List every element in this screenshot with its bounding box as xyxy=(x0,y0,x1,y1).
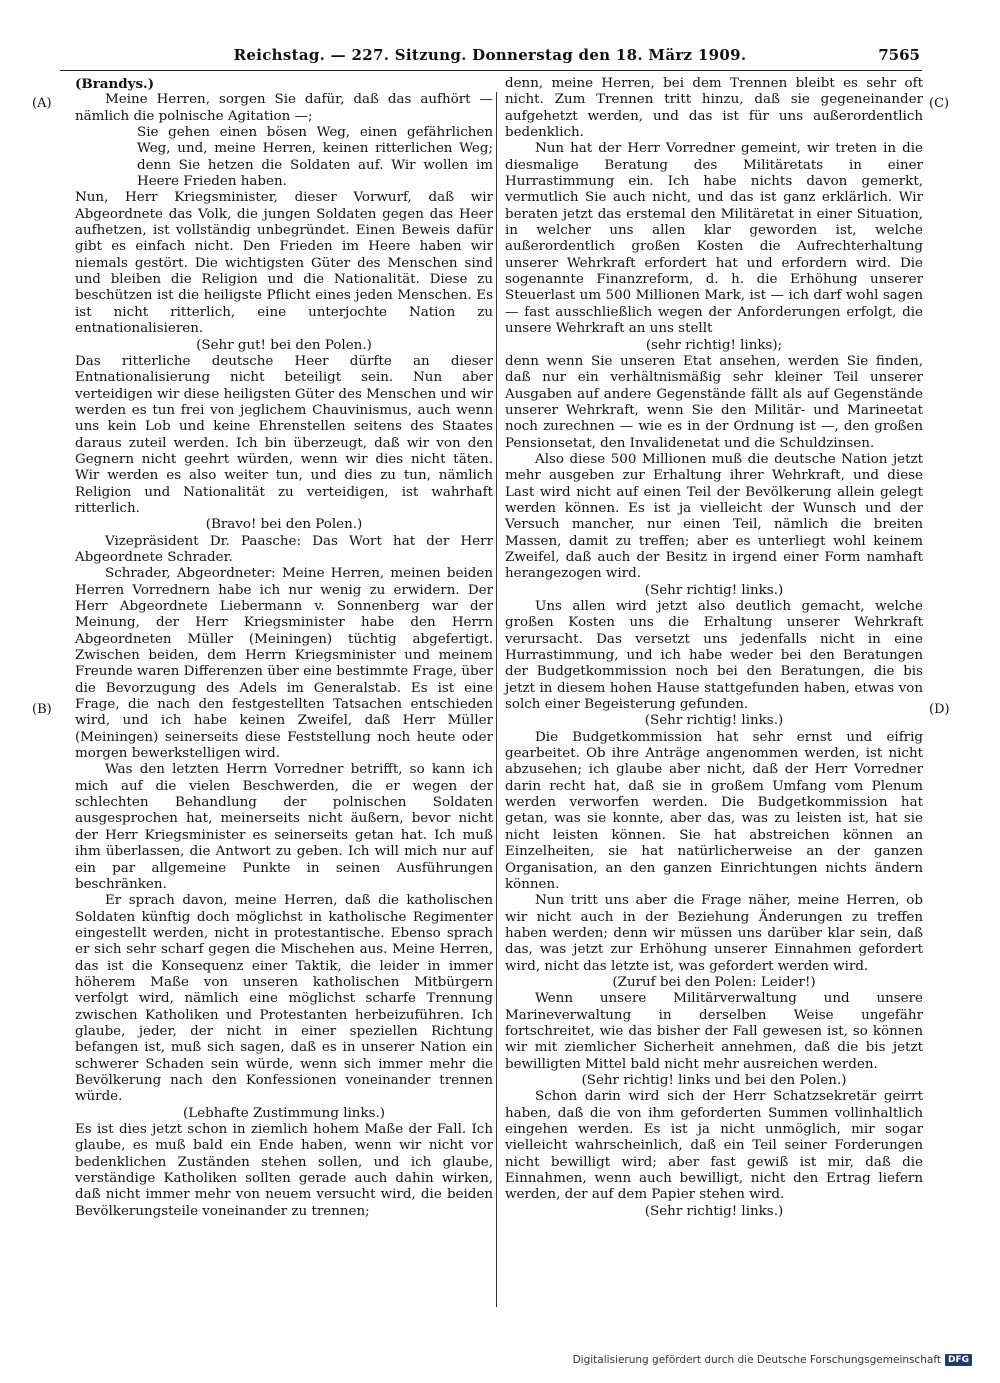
dfg-logo-icon: DFG xyxy=(945,1354,972,1366)
paragraph: Schrader, Abgeordneter: Meine Herren, meinen beiden Herren Vorrednern habe ich nur wenig zu erwidern. Der Herr Abgeordnete Liebermann v. Sonnenberg war der Meinung, der Herr Kriegsminister habe den Herrn Abgeordneten Müller (Meiningen) tüchtig abgefertigt. Zwischen beiden, dem Herrn Kriegsminister und meinem Freunde waren Differenzen über eine bestimmte Frage, über die Bevorzugung des Adels im Generalstab. Es ist eine Frage, die nach den festgestellten Tatsachen entschieden wird, und ich habe keinen Zweifel, daß Herr Müller (Meiningen) seinerseits diese Feststellung noch heute oder morgen bewerkstelligen wird. xyxy=(75,566,493,762)
paragraph: Wenn unsere Militärverwaltung und unsere Marineverwaltung in derselben Weise ungefähr fortschreitet, wie das bisher der Fall gewesen ist, so können wir mit ziemlicher Sicherheit annehmen, daß die bis jetzt bewilligten Mittel bald nicht mehr ausreichen werden. xyxy=(505,991,923,1072)
paragraph: denn, meine Herren, bei dem Trennen bleibt es sehr oft nicht. Zum Trennen tritt hinzu, daß sie gegeneinander aufgehetzt werden, und das ist für uns außerordentlich bedenklich. xyxy=(505,76,923,141)
interjection: (Sehr richtig! links.) xyxy=(644,582,784,598)
paragraph: Die Budgetkommission hat sehr ernst und eifrig gearbeitet. Ob ihre Anträge angenommen werden, ist nicht abzusehen; ich glaube aber nicht, daß der Herr Vorredner darin recht hat, daß sie in großem Umfang vom Plenum werden verworfen werden. Die Budgetkommission hat getan, was sie konnte, aber das, was zu leisten ist, hat sie nicht leisten können. Sie hat abstreichen können an Einzelheiten, sie hat natürlicherweise an der ganzen Organisation, an den ganzen Einrichtungen nichts ändern können. xyxy=(505,729,923,892)
header-rule xyxy=(60,70,922,71)
paragraph: Nun hat der Herr Vorredner gemeint, wir treten in die diesmalige Beratung des Militäretats in einer Hurrastimmung ein. Ich habe nichts davon gemerkt, vermutlich Sie auch nicht, und das ist ganz erklärlich. Wir beraten jetzt das erstemal den Militäretat in einer Situation, in welcher uns allen klar geworden ist, welche außerordentlich großen Kosten die Aufrechterhaltung unserer Wehrkraft erfordert hat und erfordern wird. Die sogenannte Finanzreform, d. h. die Erhöhung unserer Steuerlast um 500 Millionen Mark, ist — ich darf wohl sagen — fast ausschließlich wegen der Anforderungen erfolgt, die unsere Wehrkraft an uns stellt xyxy=(505,141,923,337)
left-column xyxy=(75,76,493,1220)
paragraph: denn wenn Sie unseren Etat ansehen, werden Sie finden, daß nur ein verhältnismäßig sehr kleiner Teil unserer Ausgaben auf andere Gegenstände fällt als auf Gegenstände unserer Wehrkraft, wenn Sie den Militär- und Marineetat noch zurechnen — wie es in der Ordnung ist —, den großen Pensionsetat, den Invalidenetat und die Schuldzinsen. xyxy=(505,353,923,451)
interjection: (Sehr richtig! links und bei den Polen.) xyxy=(581,1072,847,1088)
interjection: (Lebhafte Zustimmung links.) xyxy=(182,1105,386,1121)
paragraph: Also diese 500 Millionen muß die deutsche Nation jetzt mehr ausgeben zur Erhaltung ihrer Wehrkraft, und diese Last wird nicht auf einen Teil der Bevölkerung allein gelegt werden können. Es ist ja vielleicht der Wunsch und der Versuch mancher, nur einen Teil, nämlich die breiten Massen, damit zu treffen; aber es unterliegt wohl keinem Zweifel, daß auch der Besitz in irgend einer Form namhaft herangezogen wird. xyxy=(505,451,923,582)
running-title: Reichstag. — 227. Sitzung. Donnerstag den 18. März 1909. xyxy=(233,46,747,64)
margin-marker-c: (C) xyxy=(929,96,950,111)
quoted-block: Sie gehen einen bösen Weg, einen gefährlichen Weg, und, meine Herren, keinen ritterlichen Weg; denn Sie hetzen die Soldaten auf. Wir wollen im Heere Frieden haben. xyxy=(137,125,493,190)
margin-marker-b: (B) xyxy=(32,702,52,717)
paragraph: Vizepräsident Dr. Paasche: Das Wort hat der Herr Abgeordnete Schrader. xyxy=(75,533,493,565)
margin-marker-a: (A) xyxy=(32,96,52,111)
digitization-footer xyxy=(573,1354,972,1366)
margin-marker-d: (D) xyxy=(929,702,950,717)
interjection: (Bravo! bei den Polen.) xyxy=(205,517,363,533)
paragraph: Das ritterliche deutsche Heer dürfte an dieser Entnationalisierung nicht beteiligt sein. Nun aber verteidigen wir diese heiligsten Güter des Menschen und wir werden es tun frei von jeglichem Chauvinismus, auch wenn uns kein Lob und keine Ehrenstellen seitens des Staates daraus zuteil werden. Ich bin überzeugt, daß wir von den Gegnern nicht geehrt würden, wenn wir dies nicht täten. Wir werden es also weiter tun, und dies zu tun, nämlich Religion und Nationalität zu verteidigen, ist wahrhaft ritterlich. xyxy=(75,353,493,516)
interjection: (Sehr richtig! links.) xyxy=(644,1203,784,1219)
paragraph: Meine Herren, sorgen Sie dafür, daß das aufhört — nämlich die polnische Agitation —; xyxy=(75,92,493,124)
right-column xyxy=(505,76,923,1220)
interjection: (Zuruf bei den Polen: Leider!) xyxy=(612,974,816,990)
paragraph: Nun tritt uns aber die Frage näher, meine Herren, ob wir nicht auch in der Beziehung Änderungen zu treffen haben werden; denn wir müssen uns darüber klar sein, daß das, was jetzt zur Erhöhung unserer Einnahmen gefordert wird, nicht das letzte ist, was gefordert werden wird. xyxy=(505,893,923,974)
speaker-tag: (Brandys.) xyxy=(75,76,155,92)
page-number: 7565 xyxy=(878,46,920,64)
footer-credit: Digitalisierung gefördert durch die Deutsche Forschungsgemeinschaft xyxy=(572,1354,941,1366)
paragraph: Was den letzten Herrn Vorredner betrifft, so kann ich mich auf die vielen Beschwerden, die er wegen der schlechten Behandlung der polnischen Soldaten ausgesprochen hat, meinerseits nicht äußern, bevor nicht der Herr Kriegsminister es seinerseits getan hat. Ich muß ihm überlassen, die Antwort zu geben. Ich will mich nur auf ein par allgemeine Punkte in seinen Ausführungen beschränken. xyxy=(75,762,493,892)
running-header xyxy=(60,46,920,72)
paragraph: Es ist dies jetzt schon in ziemlich hohem Maße der Fall. Ich glaube, es muß bald ein Ende haben, wenn wir nicht vor bedenklichen Zuständen stehen sollen, und ich glaube, verständige Katholiken sollten gerade auch dahin wirken, daß nicht immer mehr von neuem versucht wird, die beiden Bevölkerungsteile voneinander zu trennen; xyxy=(75,1122,493,1219)
interjection: (Sehr richtig! links.) xyxy=(644,713,784,729)
paragraph: Er sprach davon, meine Herren, daß die katholischen Soldaten künftig doch möglichst in katholische Regimenter eingestellt werden, nicht in protestantische. Ebenso sprach er sich sehr scharf gegen die Mischehen aus. Meine Herren, das ist die Konsequenz einer Taktik, die leider in immer höherem Maße von unseren katholischen Mitbürgern verfolgt wird, nämlich eine möglichst scharfe Trennung zwischen Katholiken und Protestanten herbeizuführen. Ich glaube, jeder, der nicht in einer speziellen Richtung befangen ist, muß sich sagen, daß es in unserer Nation ein schwerer Schaden sein würde, wenn sich immer mehr die Bevölkerung nach den Konfessionen voneinander trennen würde. xyxy=(75,893,493,1105)
paragraph: Schon darin wird sich der Herr Schatzsekretär geirrt haben, daß die von ihm geforderten Summen vollinhaltlich eingehen werden. Es ist ja nicht unmöglich, mir sogar vielleicht wahrscheinlich, daß ein Teil seiner Forderungen nicht bewilligt wird; aber fast gewiß ist mir, daß die Einnahmen, wenn auch bewilligt, nicht den Ertrag liefern werden, der auf dem Papier stehen wird. xyxy=(505,1089,923,1203)
paragraph: Nun, Herr Kriegsminister, dieser Vorwurf, daß wir Abgeordnete das Volk, die jungen Soldaten gegen das Heer aufhetzen, ist vollständig unbegründet. Einen Beweis dafür gibt es einfach nicht. Den Frieden im Heere haben wir niemals gestört. Die wichtigsten Güter des Menschen sind und bleiben die Religion und die Nationalität. Diese zu beschützen ist die heiligste Pflicht eines jeden Menschen. Es ist nicht ritterlich, eine unterjochte Nation zu entnationalisieren. xyxy=(75,190,493,337)
column-divider xyxy=(496,92,497,1307)
interjection: (Sehr gut! bei den Polen.) xyxy=(196,337,372,353)
paragraph: Uns allen wird jetzt also deutlich gemacht, welche großen Kosten uns die Erhaltung unserer Wehrkraft verursacht. Das versetzt uns jedenfalls nicht in eine Hurrastimmung, und ich habe weder bei den Beratungen der Budgetkommission noch bei den Beratungen, die bis jetzt in diesem hohen Hause stattgefunden haben, etwas von solch einer Begeisterung gefunden. xyxy=(505,599,923,713)
interjection: (sehr richtig! links); xyxy=(645,337,783,353)
